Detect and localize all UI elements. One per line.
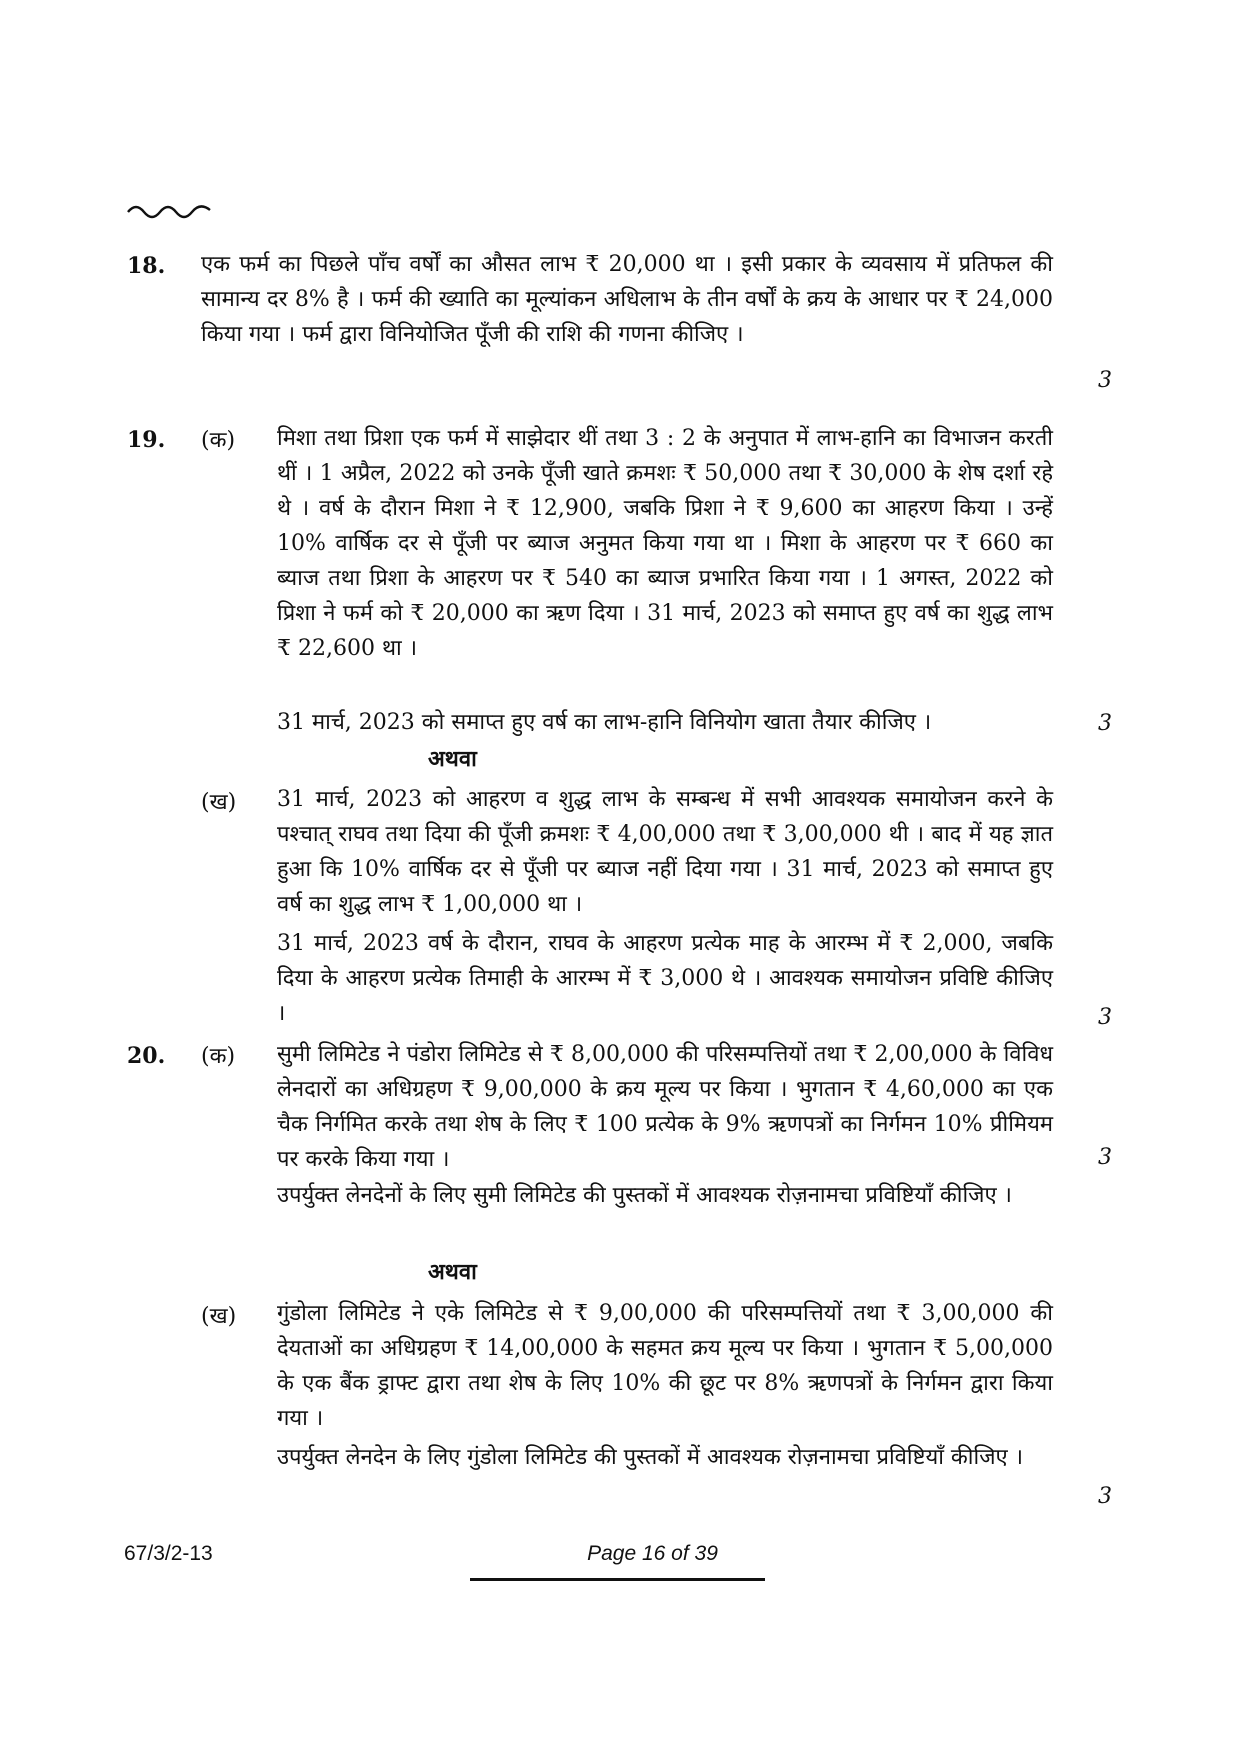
question-20b-instruction: उपर्युक्त लेनदेन के लिए गुंडोला लिमिटेड की पुस्तकों में आवश्यक रोज़नामचा प्रविष्टियाँ कीजिए । [277,1445,1024,1470]
footer-divider [470,1578,765,1581]
question-19a-text: मिशा तथा प्रिशा एक फर्म में साझेदार थीं तथा 3 : 2 के अनुपात में लाभ-हानि का विभाजन करती थीं । 1 अप्रैल, 2022 को उनके पूँजी खाते क्रमशः ₹ 50,000 तथा ₹ 30,000 के शेष दर्शा रहे थे । वर्ष के दौरान मिशा ने ₹ 12,900, जबकि प्रिशा ने ₹ 9,600 का आहरण किया । उन्हें 10% वार्षिक दर से पूँजी पर ब्याज अनुमत किया गया था । मिशा के आहरण पर ₹ 660 का ब्याज तथा प्रिशा के आहरण पर ₹ 540 का ब्याज प्रभारित किया गया । 1 अगस्त, 2022 को प्रिशा ने फर्म को ₹ 20,000 का ऋण दिया । 31 मार्च, 2023 को समाप्त हुए वर्ष का शुद्ध लाभ ₹ 22,600 था । [277,426,1053,661]
question-19b-marks: 3 [1098,1005,1112,1030]
wavy-line-icon [126,200,216,222]
page-number: Page 16 of 39 [587,1542,718,1565]
question-20a-text: सुमी लिमिटेड ने पंडोरा लिमिटेड से ₹ 8,00,000 की परिसम्पत्तियों तथा ₹ 2,00,000 के विविध लेनदारों का अधिग्रहण ₹ 9,00,000 के क्रय मूल्य पर किया । भुगतान ₹ 4,60,000 का एक चैक निर्गमित करके तथा शेष के लिए ₹ 100 प्रत्येक के 9% ऋणपत्रों का निर्गमन 10% प्रीमियम पर करके किया गया । [277,1042,1053,1172]
paper-code: 67/3/2-13 [124,1542,213,1565]
question-20b-marks: 3 [1098,1484,1112,1509]
question-19b-text-2: 31 मार्च, 2023 वर्ष के दौरान, राघव के आहरण प्रत्येक माह के आरम्भ में ₹ 2,000, जबकि दिया के आहरण प्रत्येक तिमाही के आरम्भ में ₹ 3,000 थे । आवश्यक समायोजन प्रविष्टि कीजिए । [277,931,1053,1026]
question-20-number: 20. [127,1043,166,1069]
question-18-marks: 3 [1098,368,1112,393]
question-19a-label: (क) [201,428,236,453]
question-20b-text: गुंडोला लिमिटेड ने एके लिमिटेड से ₹ 9,00,000 की परिसम्पत्तियों तथा ₹ 3,00,000 की देयताओं का अधिग्रहण ₹ 14,00,000 के सहमत क्रय मूल्य पर किया । भुगतान ₹ 5,00,000 के एक बैंक ड्राफ्ट द्वारा तथा शेष के लिए 10% की छूट पर 8% ऋणपत्रों के निर्गमन द्वारा किया गया । [277,1301,1053,1431]
question-20b-label: (ख) [201,1304,237,1329]
question-20-or: अथवा [428,1259,477,1285]
question-20a-marks: 3 [1098,1145,1112,1170]
question-19-number: 19. [127,427,166,453]
question-20a-instruction: उपर्युक्त लेनदेनों के लिए सुमी लिमिटेड की पुस्तकों में आवश्यक रोज़नामचा प्रविष्टियाँ कीजिए । [277,1183,1012,1208]
question-19a-marks: 3 [1098,711,1112,736]
question-19b-text-1: 31 मार्च, 2023 को आहरण व शुद्ध लाभ के सम्बन्ध में सभी आवश्यक समायोजन करने के पश्चात् राघव तथा दिया की पूँजी क्रमशः ₹ 4,00,000 तथा ₹ 3,00,000 थी । बाद में यह ज्ञात हुआ कि 10% वार्षिक दर से पूँजी पर ब्याज नहीं दिया गया । 31 मार्च, 2023 को समाप्त हुए वर्ष का शुद्ध लाभ ₹ 1,00,000 था । [277,787,1053,917]
question-18-text: एक फर्म का पिछले पाँच वर्षों का औसत लाभ ₹ 20,000 था । इसी प्रकार के व्यवसाय में प्रतिफल की सामान्य दर 8% है । फर्म की ख्याति का मूल्यांकन अधिलाभ के तीन वर्षों के क्रय के आधार पर ₹ 24,000 किया गया । फर्म द्वारा विनियोजित पूँजी की राशि की गणना कीजिए । [201,252,1053,347]
question-20a-label: (क) [201,1044,236,1069]
question-19b-label: (ख) [201,790,237,815]
question-19a-instruction: 31 मार्च, 2023 को समाप्त हुए वर्ष का लाभ-हानि विनियोग खाता तैयार कीजिए । [277,710,932,735]
question-19-or: अथवा [428,746,477,772]
question-18-number: 18. [127,253,166,279]
